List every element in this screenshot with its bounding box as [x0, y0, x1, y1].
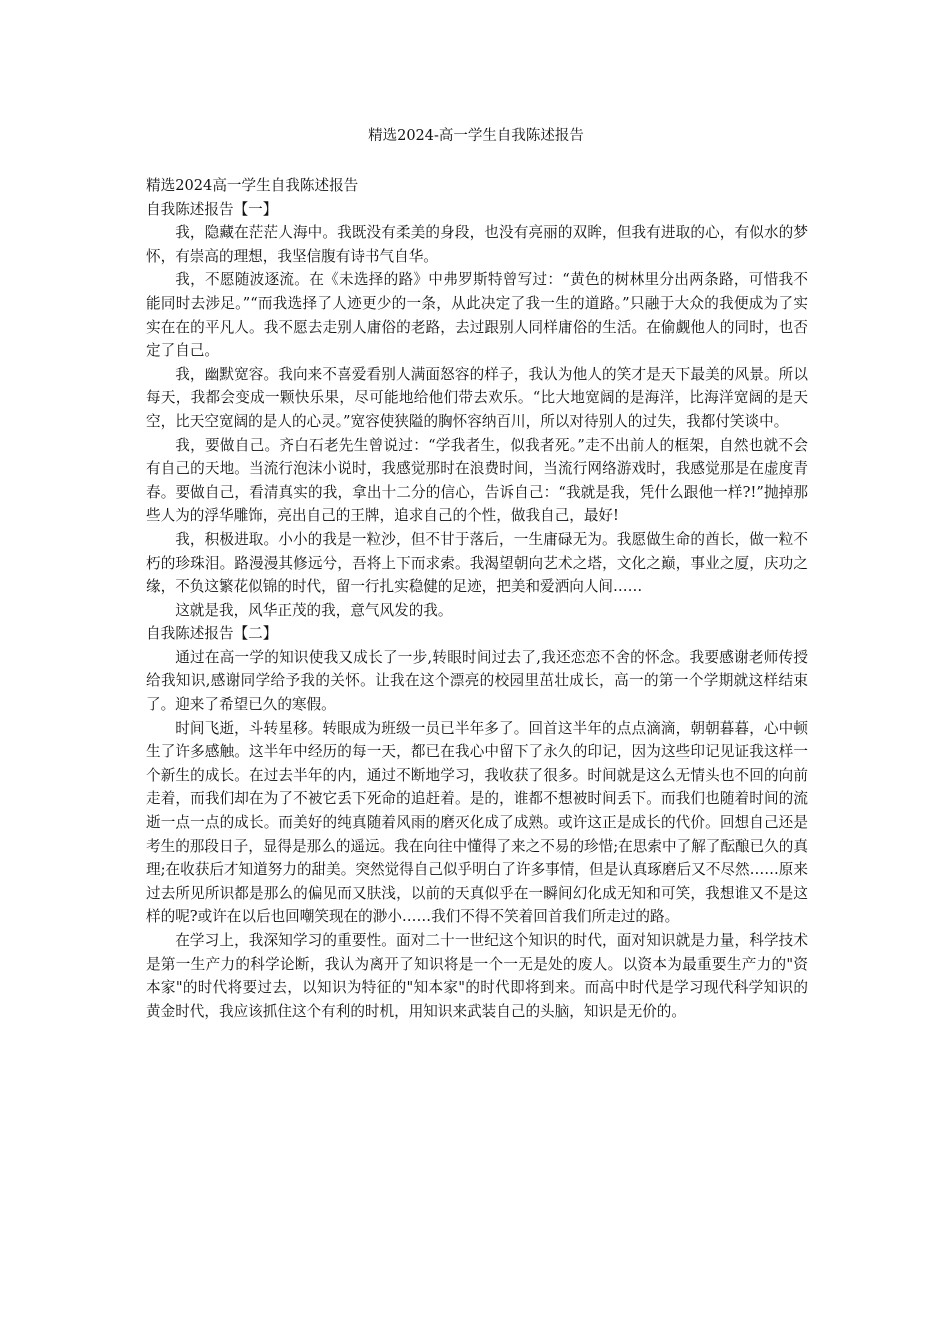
section2-paragraph: 通过在高一学的知识使我又成长了一步,转眼时间过去了,我还恋恋不舍的怀念。我要感谢老师传授给我知识,感谢同学给予我的关怀。让我在这个漂亮的校园里茁壮成长，高一的第一个学期就这样结束了。迎来了希望已久的寒假。 — [146, 648, 808, 714]
section1-paragraph: 我，要做自己。齐白石老先生曾说过：“学我者生，似我者死。”走不出前人的框架，自然也就不会有自己的天地。当流行泡沫小说时，我感觉那时在浪费时间，当流行网络游戏时，我感觉那是在虚度青春。要做自己，看清真实的我，拿出十二分的信心，告诉自己：“我就是我，凭什么跟他一样?!”抛掉那些人为的浮华雕饰，亮出自己的王牌，追求自己的个性，做我自己，最好! — [146, 436, 808, 525]
section2-paragraph: 时间飞逝，斗转星移。转眼成为班级一员已半年多了。回首这半年的点点滴滴，朝朝暮暮，心中顿生了许多感触。这半年中经历的每一天，都已在我心中留下了永久的印记，因为这些印记见证我这样一个新生的成长。在过去半年的内，通过不断地学习，我收获了很多。时间就是这么无情头也不回的向前走着，而我们却在为了不被它丢下死命的追赶着。是的，谁都不想被时间丢下。而我们也随着时间的流逝一点一点的成长。而美好的纯真随着风雨的磨灭化成了成熟。或许这正是成长的代价。回想自己还是考生的那段日子，显得是那么的遥远。我在向往中懂得了来之不易的珍惜;在思索中了解了酝酿已久的真理;在收获后才知道努力的甜美。突然觉得自己似乎明白了许多事情，但是认真琢磨后又不尽然……原来过去所见所识都是那么的偏见而又肤浅，以前的天真似乎在一瞬间幻化成无知和可笑，我想谁又不是这样的呢?或许在以后也回嘲笑现在的渺小……我们不得不笑着回首我们所走过的路。 — [146, 719, 808, 926]
section-heading-2: 自我陈述报告【二】 — [146, 625, 278, 643]
section2-paragraph: 在学习上，我深知学习的重要性。面对二十一世纪这个知识的时代，面对知识就是力量，科学技术是第一生产力的科学论断，我认为离开了知识将是一个一无是处的废人。以资本为最重要生产力的"资本家"的时代将要过去，以知识为特征的"知本家"的时代即将到来。而高中时代是学习现代科学知识的黄金时代，我应该抓住这个有利的时机，用知识来武装自己的头脑，知识是无价的。 — [146, 932, 808, 1020]
document-subtitle: 精选2024高一学生自我陈述报告 — [146, 177, 359, 194]
section1-paragraph: 我，隐藏在茫茫人海中。我既没有柔美的身段，也没有亮丽的双眸，但我有进取的心，有似水的梦怀，有崇高的理想，我坚信腹有诗书气自华。 — [146, 224, 808, 265]
section1-paragraph: 我，积极进取。小小的我是一粒沙，但不甘于落后，一生庸碌无为。我愿做生命的酋长，做一粒不朽的珍珠泪。路漫漫其修远兮，吾将上下而求索。我渴望朝向艺术之塔，文化之巅，事业之厦，庆功之缘，不负这繁花似锦的时代，留一行扎实稳健的足迹，把美和爱洒向人间…… — [146, 530, 808, 596]
section1-paragraph: 这就是我，风华正茂的我，意气风发的我。 — [175, 601, 453, 619]
document-title: 精选2024-高一学生自我陈述报告 — [368, 128, 584, 144]
section-heading-1: 自我陈述报告【一】 — [146, 200, 278, 218]
section1-paragraph: 我，幽默宽容。我向来不喜爱看别人满面怒容的样子，我认为他人的笑才是天下最美的风景。所以每天，我都会变成一颗快乐果，尽可能地给他们带去欢乐。“比大地宽阔的是海洋，比海洋宽阔的是天空，比天空宽阔的是人的心灵。”宽容使狭隘的胸怀容纳百川，所以对待别人的过失，我都付笑谈中。 — [146, 365, 808, 430]
document-body — [146, 174, 808, 1023]
section1-paragraph: 我，不愿随波逐流。在《未选择的路》中弗罗斯特曾写过：“黄色的树林里分出两条路，可惜我不能同时去涉足。”“而我选择了人迹更少的一条，从此决定了我一生的道路。”只融于大众的我便成为了实实在在的平凡人。我不愿去走别人庸俗的老路，去过跟别人同样庸俗的生活。在偷觑他人的同时，也否定了自己。 — [146, 271, 808, 360]
